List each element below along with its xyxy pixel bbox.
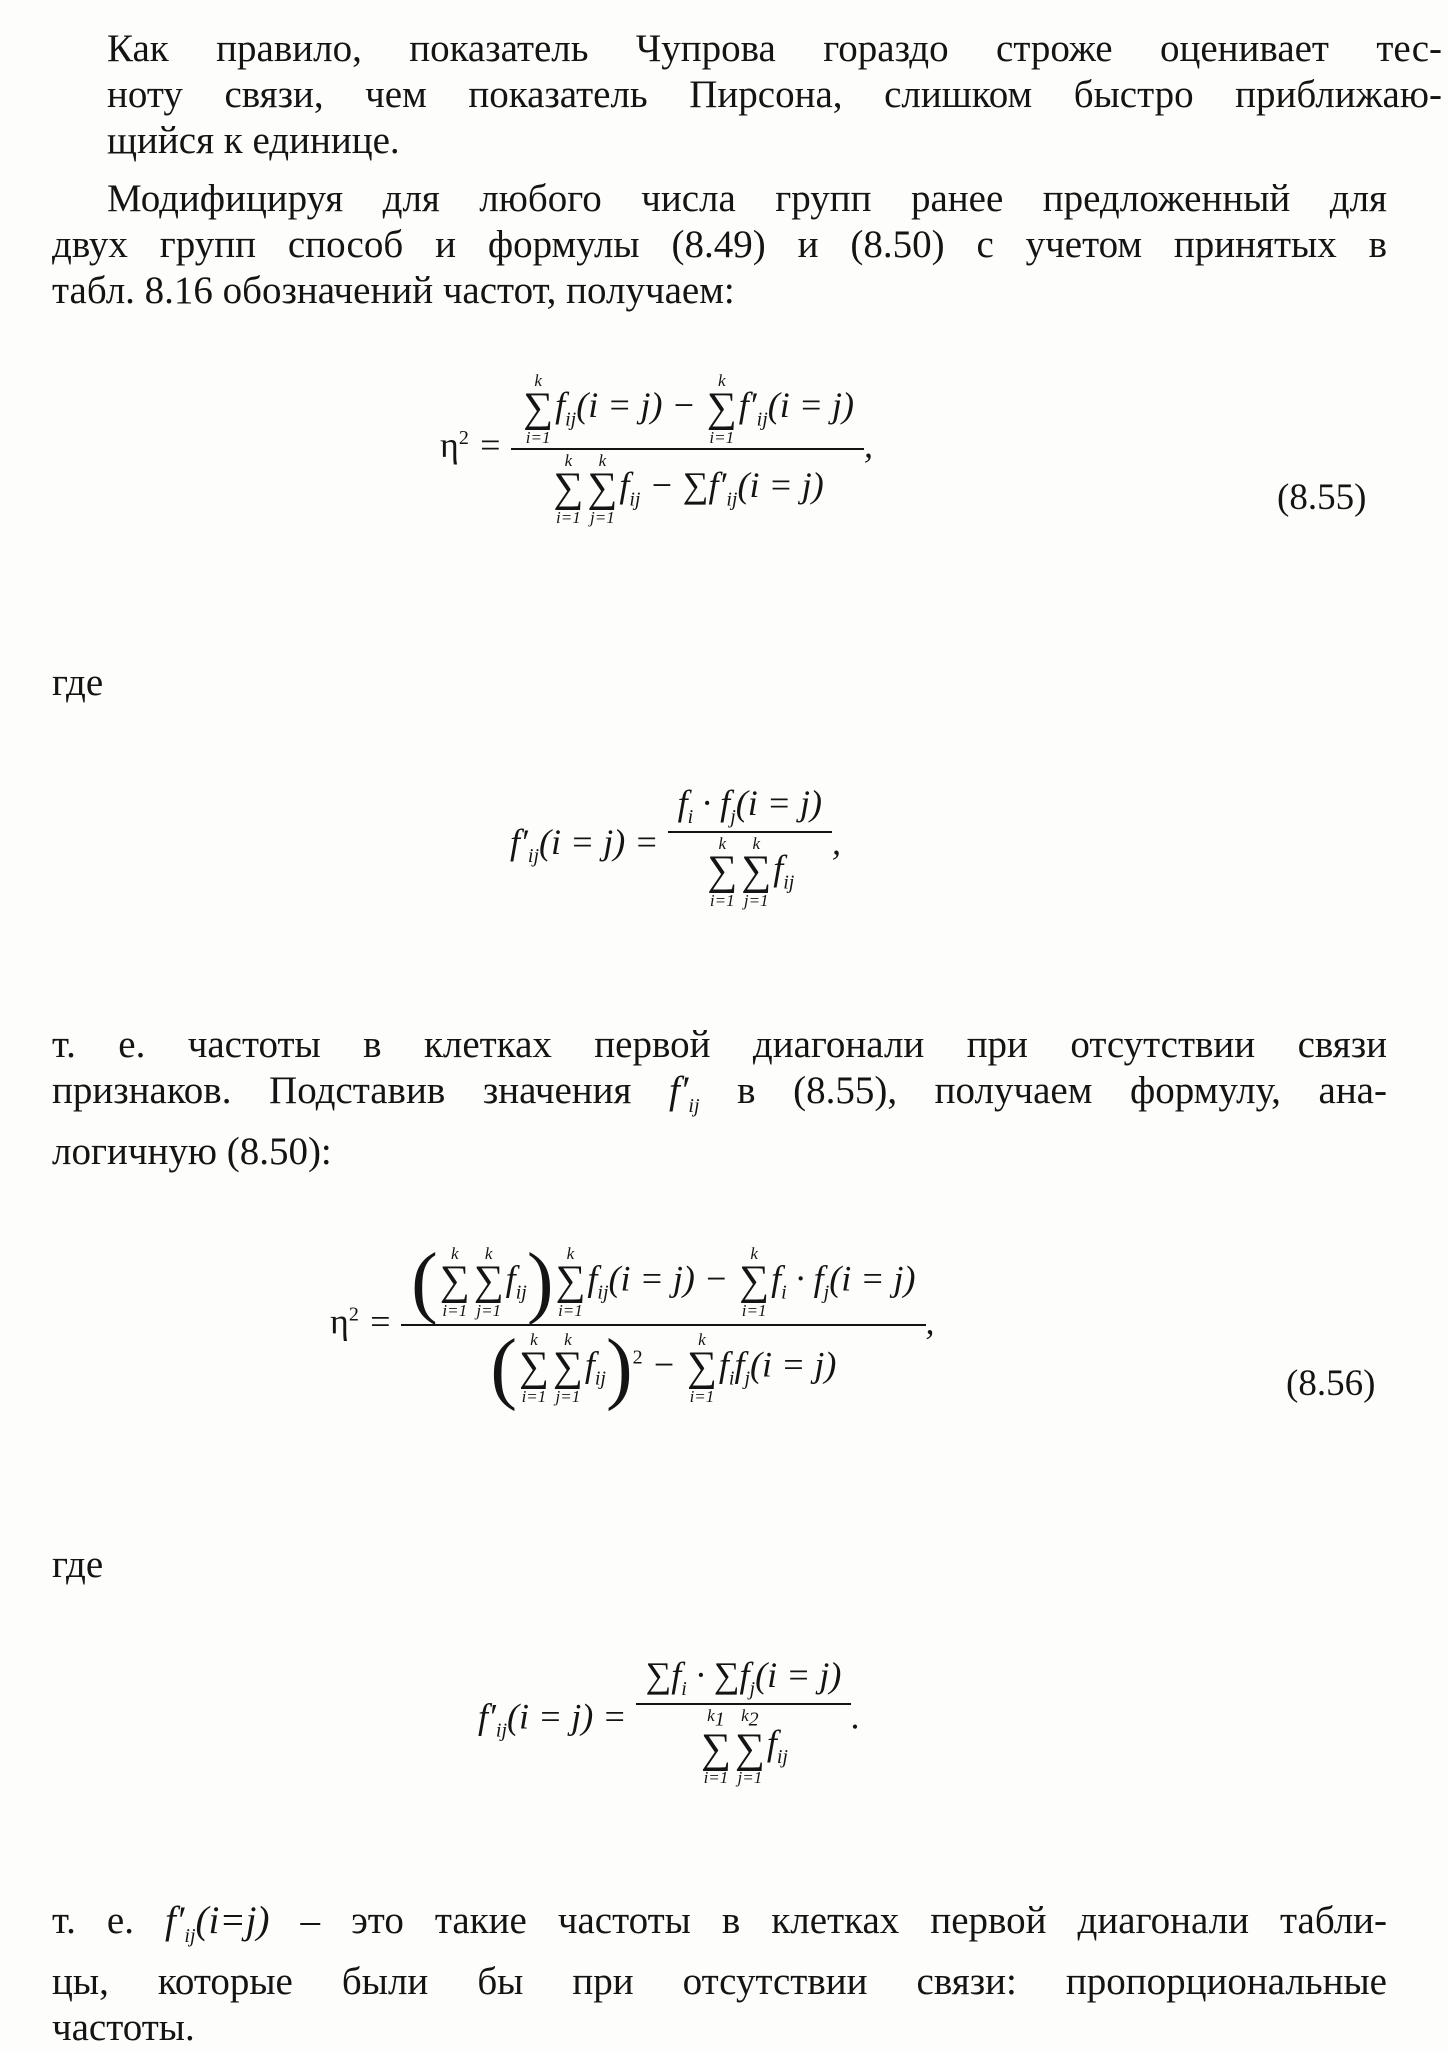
paragraph-4-prefix: т. е. xyxy=(52,1899,134,1942)
paragraph-2-line-2: двух групп способ и формулы (8.49) и (8.50) с учетом принятых в xyxy=(52,223,1387,266)
paragraph-3-line-1: т. е. частоты в клетках первой диагонали при отсутствии связи xyxy=(52,1023,1387,1066)
paragraph-1 xyxy=(52,26,1442,164)
paragraph-3-line-2: признаков. Подставив значения $f'_{ij}$ в (8.55), получаем формулу, ана- xyxy=(52,1069,1387,1117)
equation-fprime-1: $f'_{ij}(i = j)$ = $f_i \cdot f_j(i = j)$ k ∑ i=1 k ∑ j=1 $f_{ij}$ , xyxy=(510,783,842,911)
where-label-1: где xyxy=(52,661,104,704)
paragraph-1-line-1: Как правило, показатель Чупрова гораздо строже оценивает тес- xyxy=(107,27,1442,70)
equation-fprime-2: $f'_{ij}(i = j)$ = $\sum f_i \cdot \sum f_j(i = j)$ $k_1$ ∑ i=1 $k_2$ ∑ j=1 $f_{ij}$ . xyxy=(478,1655,861,1788)
paragraph-4-line-3: частоты. xyxy=(52,2005,195,2049)
equation-8-55: $\eta^2$ = k ∑ i=1 $f_{ij}(i = j)$ − k ∑ i=1 $f'_{ij}(i = j)$ k ∑ i=1 k ∑ j=1 $f_{ij} - \sum f'_{ij}(i = j)$ , xyxy=(440,371,874,527)
paragraph-3-line-2-a: признаков. Подставив значения xyxy=(52,1069,632,1112)
paragraph-3-line-2-b: в (8.55), получаем формулу, ана- xyxy=(737,1069,1387,1112)
paragraph-2 xyxy=(52,176,1387,314)
where-label-2: где xyxy=(52,1543,104,1586)
equation-number-8-55: (8.55) xyxy=(1277,477,1367,518)
paragraph-4 xyxy=(52,1898,1387,2051)
paragraph-3 xyxy=(52,1022,1387,1175)
paragraph-4-line-1: т. е. $f'_{ij}(i=j)$ – это такие частоты в клетках первой диагонали табли- xyxy=(52,1899,1388,1947)
paragraph-2-line-1: Модифицируя для любого числа групп ранее предложенный для xyxy=(107,177,1387,220)
paragraph-2-line-3: табл. 8.16 обозначений частот, получаем: xyxy=(52,269,735,312)
equation-number-8-56: (8.56) xyxy=(1286,1363,1376,1404)
paragraph-1-line-2: ноту связи, чем показатель Пирсона, слишком быстро приближаю- xyxy=(107,73,1442,116)
paragraph-4-line-2: цы, которые были бы при отсутствии связи: пропорциональные xyxy=(52,1959,1387,2003)
paragraph-4-line-1-rest: – это такие частоты в клетках первой диагонали табли- xyxy=(300,1899,1388,1942)
paragraph-3-line-3: логичную (8.50): xyxy=(52,1129,332,1173)
equation-8-56: $\eta^2$ = ( k ∑ i=1 k ∑ j=1 $f_{ij}$) k ∑ i=1 $f_{ij}(i = j)$ − k ∑ i=1 $f_i \cdot f_j(i = j)$ ( k ∑ i=1 k ∑ j=1 $f_{ij})^2$ − k ∑ i=1 $f_if_j(i = j)$ , xyxy=(330,1238,935,1412)
paragraph-1-line-3: щийся к единице. xyxy=(107,119,400,162)
